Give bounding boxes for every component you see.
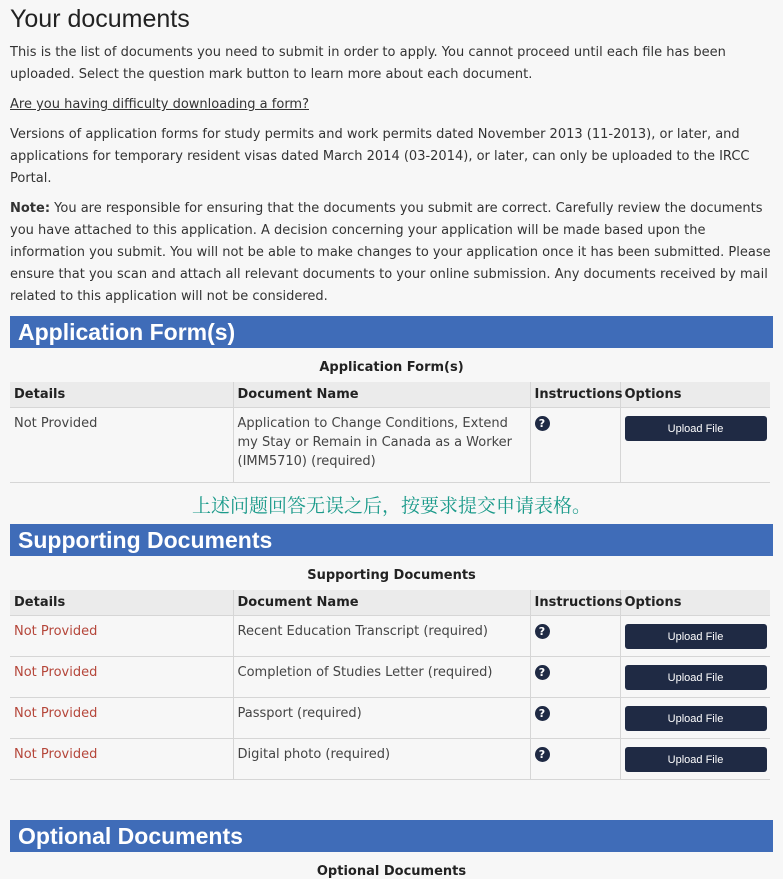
optional-documents-caption: Optional Documents <box>316 864 467 879</box>
note-label: Note: <box>10 201 51 216</box>
column-header-options: Options <box>620 382 770 408</box>
versions-text: Versions of application forms for study permits and work permits dated November 2013 (11-2013), or later, and applications for temporary resident visas dated March 2014 (03-2014), or later, can only be uploaded to the IRCC Portal. <box>10 127 750 186</box>
upload-file-button[interactable]: Upload File <box>625 747 767 772</box>
application-forms-header: Application Form(s) <box>10 316 773 348</box>
upload-file-button[interactable]: Upload File <box>625 624 767 649</box>
row-document-name: Completion of Studies Letter (required) <box>233 657 530 698</box>
column-header-details: Details <box>10 382 233 408</box>
application-forms-table <box>10 382 770 483</box>
column-header-document-name: Document Name <box>233 590 530 616</box>
question-mark-icon[interactable]: ? <box>535 706 550 721</box>
optional-documents-header: Optional Documents <box>10 820 773 852</box>
note-text: You are responsible for ensuring that the documents you submit are correct. Carefully review the documents you have attached to this application. A decision concerning your application will be made based upon the information you submit. You will not be able to make changes to your application once it has been submitted. Please ensure that you scan and attach all relevant documents to your online submission. Any documents received by mail related to this application will not be considered. <box>10 201 771 304</box>
row-document-name: Digital photo (required) <box>233 739 530 780</box>
row-document-name: Passport (required) <box>233 698 530 739</box>
supporting-documents-table <box>10 590 770 780</box>
column-header-details: Details <box>10 590 233 616</box>
help-download-link[interactable]: Are you having difficulty downloading a form? <box>10 97 309 112</box>
column-header-instructions: Instructions <box>530 382 620 408</box>
note-paragraph <box>10 198 773 308</box>
table-row <box>10 408 770 483</box>
row-document-name: Recent Education Transcript (required) <box>233 616 530 657</box>
upload-file-button[interactable]: Upload File <box>625 416 767 441</box>
question-mark-icon[interactable]: ? <box>535 416 550 431</box>
row-details: Not Provided <box>10 408 233 483</box>
column-header-document-name: Document Name <box>233 382 530 408</box>
question-mark-icon[interactable]: ? <box>535 624 550 639</box>
row-details: Not Provided <box>10 657 233 698</box>
column-header-options: Options <box>620 590 770 616</box>
supporting-documents-caption: Supporting Documents <box>307 568 476 583</box>
table-row <box>10 657 770 698</box>
intro-text: This is the list of documents you need to submit in order to apply. You cannot proceed until each file has been uploaded. Select the question mark button to learn more about each document. <box>10 45 726 82</box>
row-details: Not Provided <box>10 616 233 657</box>
row-details: Not Provided <box>10 698 233 739</box>
table-header-row <box>10 382 770 408</box>
application-forms-caption: Application Form(s) <box>319 360 464 375</box>
page-title: Your documents <box>10 5 190 33</box>
question-mark-icon[interactable]: ? <box>535 665 550 680</box>
question-mark-icon[interactable]: ? <box>535 747 550 762</box>
table-header-row <box>10 590 770 616</box>
table-row <box>10 698 770 739</box>
upload-file-button[interactable]: Upload File <box>625 665 767 690</box>
table-row <box>10 739 770 780</box>
upload-file-button[interactable]: Upload File <box>625 706 767 731</box>
column-header-instructions: Instructions <box>530 590 620 616</box>
row-details: Not Provided <box>10 739 233 780</box>
row-document-name: Application to Change Conditions, Extend my Stay or Remain in Canada as a Worker (IMM5710) (required) <box>233 408 530 483</box>
supporting-documents-header: Supporting Documents <box>10 524 773 556</box>
annotation-text: 上述问题回答无误之后，按要求提交申请表格。 <box>191 495 591 517</box>
table-row <box>10 616 770 657</box>
